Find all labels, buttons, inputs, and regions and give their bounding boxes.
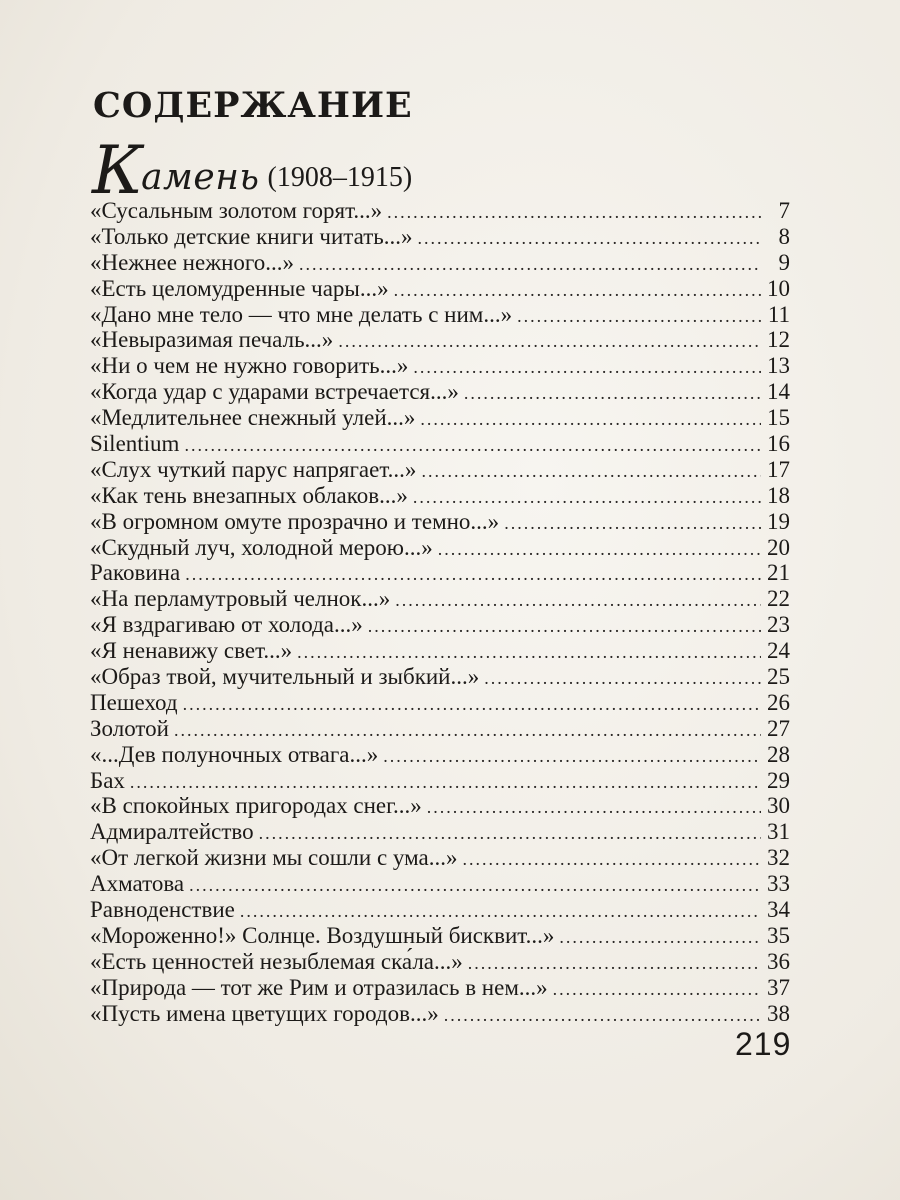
- toc-entry-title: «Природа — тот же Рим и отразилась в нем...»: [90, 974, 548, 1000]
- toc-dot-leader: [421, 459, 761, 485]
- toc-entry: [90, 793, 790, 819]
- toc-entry: [90, 276, 790, 302]
- toc-entry: [90, 586, 790, 612]
- toc-entry-title: «Как тень внезапных облаков...»: [90, 482, 408, 508]
- toc-entry: [90, 638, 790, 664]
- toc-entry-page: 19: [767, 508, 790, 534]
- toc-entry-page: 8: [778, 223, 790, 249]
- toc-entry-page: 35: [767, 922, 790, 948]
- toc-entry-title: Равноденствие: [90, 897, 235, 923]
- toc-entry-page: 22: [767, 586, 790, 612]
- toc-entry-title: «Только детские книги читать...»: [90, 223, 413, 249]
- toc-entry-page: 14: [767, 379, 790, 405]
- toc-entry-page: 38: [767, 1000, 790, 1026]
- toc-entry-title: Золотой: [90, 715, 169, 741]
- toc-entry-page: 32: [767, 845, 790, 871]
- toc-entry-title: Silentium: [90, 431, 180, 457]
- toc-entry-title: «Я вздрагиваю от холода...»: [90, 612, 363, 638]
- table-of-contents: [90, 198, 790, 1027]
- toc-entry-page: 13: [767, 353, 790, 379]
- toc-entry-page: 10: [767, 275, 790, 301]
- toc-entry: [90, 327, 790, 353]
- toc-entry-page: 28: [767, 741, 790, 767]
- toc-entry: [90, 897, 790, 923]
- toc-entry: [90, 690, 790, 716]
- toc-entry-title: Ахматова: [90, 871, 185, 897]
- toc-entry-title: «Невыразимая печаль...»: [90, 327, 334, 353]
- toc-entry-page: 12: [767, 327, 790, 353]
- toc-dot-leader: [427, 795, 761, 821]
- toc-entry-title: Раковина: [90, 560, 181, 586]
- toc-entry: [90, 664, 790, 690]
- toc-entry-page: 26: [767, 689, 790, 715]
- toc-dot-leader: [444, 1003, 761, 1029]
- toc-entry-title: Адмиралтейство: [90, 819, 254, 845]
- toc-entry: [90, 975, 790, 1001]
- toc-entry-page: 36: [767, 948, 790, 974]
- toc-dot-leader: [299, 252, 761, 278]
- toc-entry-title: «Мороженно!» Солнце. Воздушный бисквит...»: [90, 922, 555, 948]
- toc-entry-title: Пешеход: [90, 689, 178, 715]
- toc-entry: [90, 819, 790, 845]
- toc-dot-leader: [413, 355, 761, 381]
- toc-entry-title: «Я ненавижу свет...»: [90, 638, 293, 664]
- toc-dot-leader: [240, 899, 761, 925]
- toc-dot-leader: [395, 588, 761, 614]
- section-title-initial: К: [92, 132, 142, 209]
- toc-dot-leader: [504, 511, 761, 537]
- toc-dot-leader: [259, 821, 761, 847]
- toc-entry: [90, 353, 790, 379]
- toc-entry-page: 11: [767, 301, 790, 327]
- toc-entry: [90, 871, 790, 897]
- toc-entry-page: 21: [767, 560, 790, 586]
- toc-entry-title: «От легкой жизни мы сошли с ума...»: [90, 845, 458, 871]
- toc-entry: [90, 509, 790, 535]
- toc-dot-leader: [184, 433, 761, 459]
- toc-entry: [90, 431, 790, 457]
- toc-entry-page: 33: [767, 871, 790, 897]
- toc-dot-leader: [394, 278, 761, 304]
- toc-entry-page: 17: [767, 456, 790, 482]
- toc-entry: [90, 250, 790, 276]
- toc-dot-leader: [559, 925, 761, 951]
- toc-entry-page: 23: [767, 612, 790, 638]
- toc-entry-page: 24: [767, 638, 790, 664]
- section-title: [92, 128, 413, 209]
- toc-entry-title: «Нежнее нежного...»: [90, 249, 295, 275]
- toc-entry: [90, 379, 790, 405]
- toc-dot-leader: [189, 873, 761, 899]
- toc-dot-leader: [297, 640, 761, 666]
- toc-entry-title: «Сусальным золотом горят...»: [90, 198, 383, 223]
- toc-entry-title: «Образ твой, мучительный и зыбкий...»: [90, 664, 480, 690]
- toc-entry: [90, 198, 790, 224]
- toc-entry-page: 29: [767, 767, 790, 793]
- toc-entry-page: 18: [767, 482, 790, 508]
- toc-entry-page: 7: [778, 198, 790, 223]
- toc-entry-title: «На перламутровый челнок...»: [90, 586, 391, 612]
- toc-entry-title: «В спокойных пригородах снег...»: [90, 793, 422, 819]
- toc-dot-leader: [383, 744, 761, 770]
- toc-entry-title: «Есть целомудренные чары...»: [90, 275, 389, 301]
- toc-entry: [90, 457, 790, 483]
- toc-entry-page: 25: [767, 664, 790, 690]
- toc-entry-page: 30: [767, 793, 790, 819]
- toc-dot-leader: [368, 614, 761, 640]
- toc-entry: [90, 560, 790, 586]
- page-number: 219: [735, 1026, 792, 1062]
- toc-entry-page: 34: [767, 897, 790, 923]
- toc-entry-title: Бах: [90, 767, 125, 793]
- toc-entry: [90, 716, 790, 742]
- toc-entry-page: 15: [767, 405, 790, 431]
- toc-entry: [90, 768, 790, 794]
- toc-entry-page: 31: [767, 819, 790, 845]
- toc-dot-leader: [462, 847, 761, 873]
- toc-entry: [90, 405, 790, 431]
- toc-dot-leader: [484, 666, 761, 692]
- section-title-rest: амень: [141, 157, 260, 198]
- toc-dot-leader: [464, 381, 761, 407]
- toc-entry-title: «Скудный луч, холодной мерою...»: [90, 534, 433, 560]
- toc-dot-leader: [553, 977, 761, 1003]
- toc-dot-leader: [387, 200, 761, 226]
- toc-entry-title: «Когда удар с ударами встречается...»: [90, 379, 459, 405]
- toc-entry: [90, 483, 790, 509]
- toc-entry: [90, 612, 790, 638]
- toc-entry-page: 27: [767, 715, 790, 741]
- toc-entry: [90, 535, 790, 561]
- toc-dot-leader: [413, 485, 761, 511]
- toc-entry-page: 16: [767, 431, 790, 457]
- toc-entry: [90, 302, 790, 328]
- toc-entry: [90, 923, 790, 949]
- toc-dot-leader: [183, 692, 761, 718]
- toc-dot-leader: [517, 304, 761, 330]
- toc-entry-title: «Ни о чем не нужно говорить...»: [90, 353, 409, 379]
- toc-entry: [90, 845, 790, 871]
- toc-entry: [90, 742, 790, 768]
- toc-dot-leader: [174, 718, 761, 744]
- toc-dot-leader: [468, 951, 761, 977]
- section-years: (1908–1915): [267, 162, 413, 193]
- page-heading: СОДЕРЖАНИЕ: [93, 85, 413, 126]
- toc-entry-title: «Пусть имена цветущих городов...»: [90, 1000, 439, 1026]
- toc-dot-leader: [418, 226, 761, 252]
- toc-entry-title: «Есть ценностей незыблемая ска́ла...»: [90, 948, 463, 974]
- toc-dot-leader: [438, 537, 761, 563]
- toc-entry-page: 37: [767, 974, 790, 1000]
- toc-entry-page: 9: [778, 249, 790, 275]
- toc-entry-page: 20: [767, 534, 790, 560]
- toc-dot-leader: [130, 770, 761, 796]
- toc-entry: [90, 1001, 790, 1027]
- toc-entry-title: «Дано мне тело — что мне делать с ним...»: [90, 301, 513, 327]
- toc-entry-title: «В огромном омуте прозрачно и темно...»: [90, 508, 500, 534]
- toc-entry: [90, 949, 790, 975]
- toc-entry-title: «Слух чуткий парус напрягает...»: [90, 456, 417, 482]
- toc-dot-leader: [185, 562, 761, 588]
- toc-dot-leader: [420, 407, 761, 433]
- toc-entry-title: «Медлительнее снежный улей...»: [90, 405, 416, 431]
- toc-entry: [90, 224, 790, 250]
- toc-entry-title: «...Дев полуночных отвага...»: [90, 741, 379, 767]
- toc-dot-leader: [338, 329, 761, 355]
